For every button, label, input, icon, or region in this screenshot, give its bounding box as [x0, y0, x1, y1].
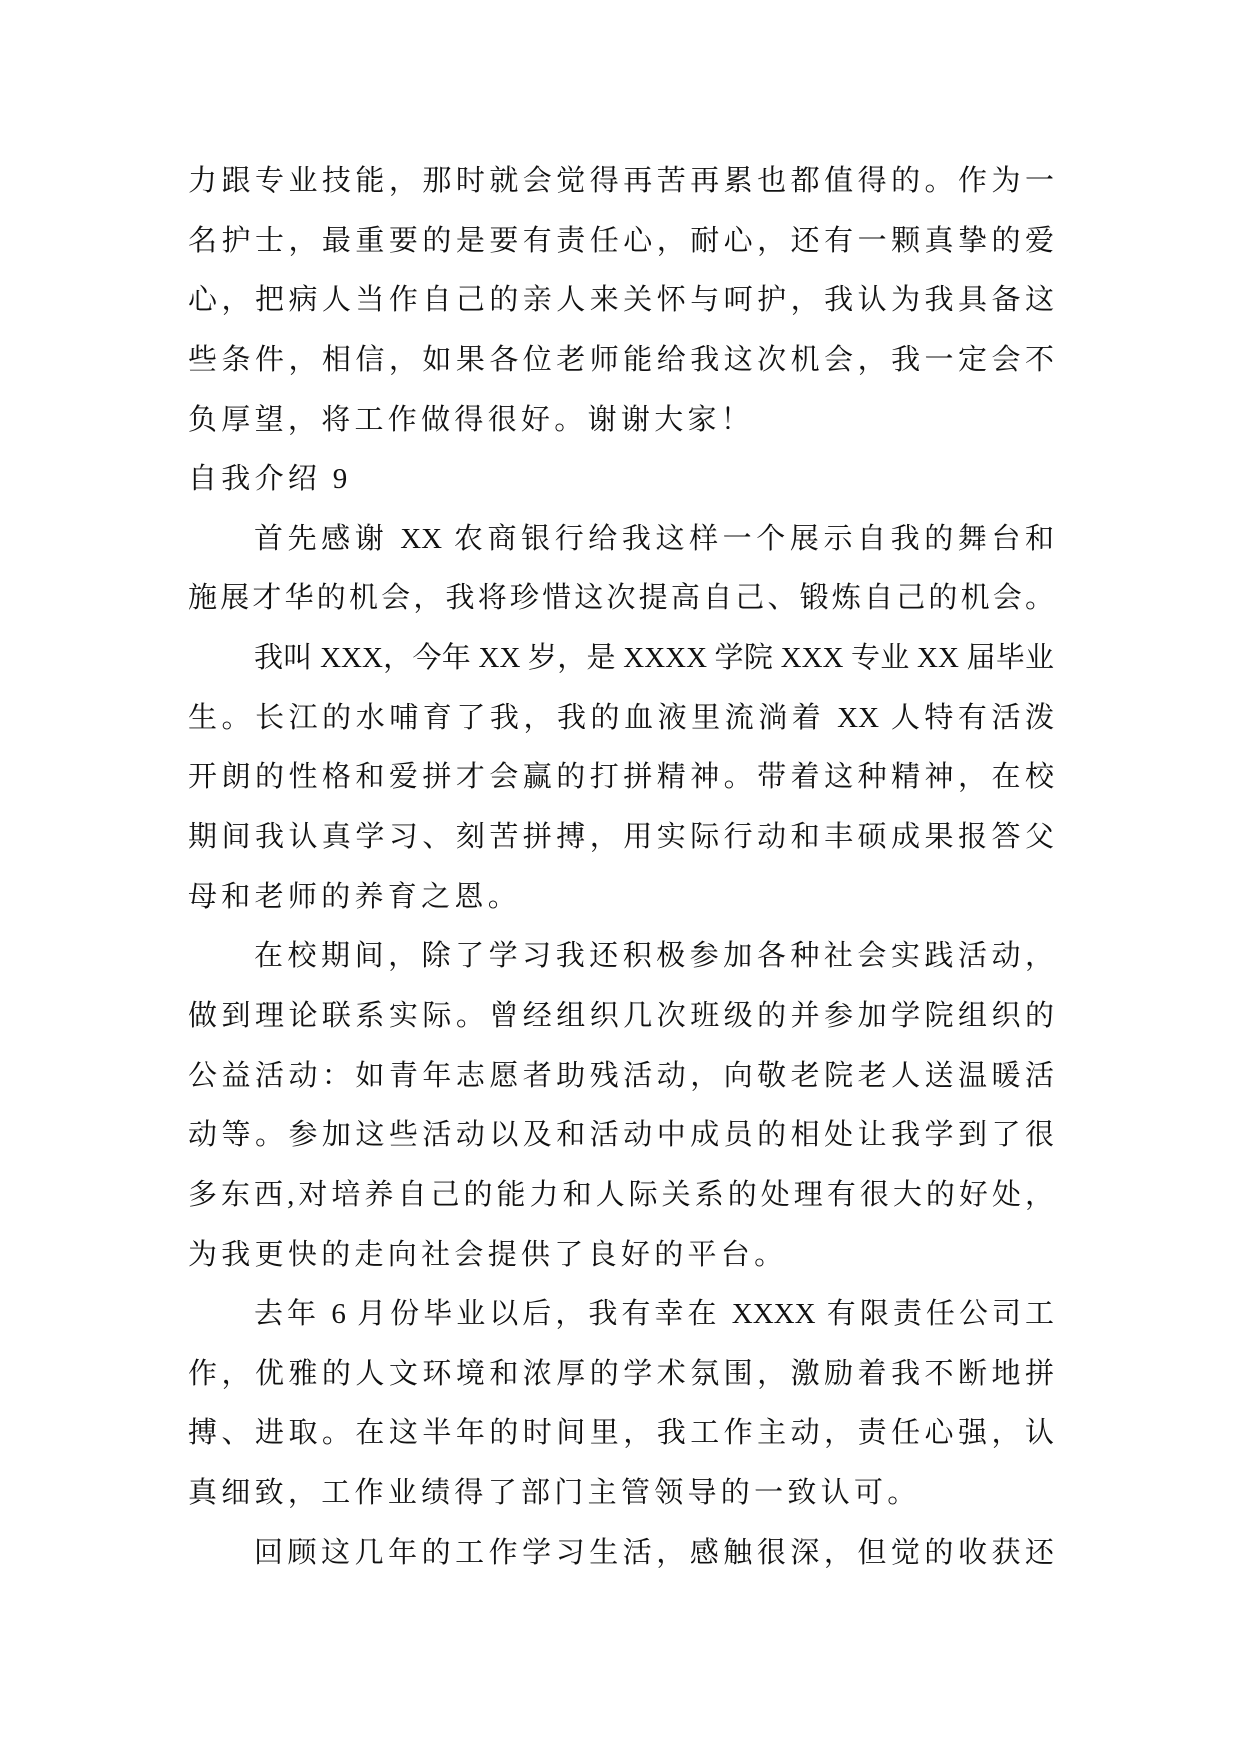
- text-line: 开朗的性格和爱拼才会赢的打拼精神。带着这种精神，在校: [188, 761, 1054, 794]
- text-line: 名护士，最重要的是要有责任心，耐心，还有一颗真挚的爱: [188, 224, 1054, 257]
- text-line: 动等。参加这些活动以及和活动中成员的相处让我学到了很: [188, 1119, 1054, 1152]
- paragraph: [188, 1524, 1054, 1584]
- text-line: 为我更快的走向社会提供了良好的平台。: [188, 1238, 788, 1271]
- text-line: 我叫 XXX，今年 XX 岁，是 XXXX 学院 XXX 专业 XX 届毕业: [254, 642, 1054, 675]
- text-line: 负厚望，将工作做得很好。谢谢大家！: [188, 403, 755, 436]
- text-line: 作，优雅的人文环境和浓厚的学术氛围，激励着我不断地拼: [188, 1357, 1054, 1390]
- text-line: 力跟专业技能，那时就会觉得再苦再累也都值得的。作为一: [188, 165, 1054, 197]
- text-line: 去年 6 月份毕业以后，我有幸在 XXXX 有限责任公司工: [254, 1298, 1054, 1331]
- text-line: 生。长江的水哺育了我，我的血液里流淌着 XX 人特有活泼: [188, 701, 1054, 734]
- document-body: [188, 152, 1054, 1583]
- text-line: 做到理论联系实际。曾经组织几次班级的并参加学院组织的: [188, 999, 1054, 1032]
- text-line: 施展才华的机会，我将珍惜这次提高自己、锻炼自己的机会。: [188, 582, 1054, 615]
- paragraph-continued: [188, 152, 1054, 450]
- paragraph: [188, 927, 1054, 1285]
- text-line: 真细致，工作业绩得了部门主管领导的一致认可。: [188, 1477, 921, 1510]
- text-line: 多东西,对培养自己的能力和人际关系的处理有很大的好处，: [188, 1178, 1054, 1211]
- text-line: 期间我认真学习、刻苦拼搏，用实际行动和丰硕成果报答父: [188, 821, 1054, 854]
- text-line: 心，把病人当作自己的亲人来关怀与呵护，我认为我具备这: [188, 284, 1054, 317]
- paragraph: [188, 510, 1054, 629]
- section-title: 自我介绍 9: [188, 463, 352, 496]
- text-line: 回顾这几年的工作学习生活，感触很深，但觉的收获还: [254, 1536, 1054, 1569]
- text-line: 在校期间，除了学习我还积极参加各种社会实践活动，: [254, 940, 1054, 973]
- text-line: 母和老师的养育之恩。: [188, 880, 522, 913]
- paragraph: [188, 629, 1054, 927]
- text-line: 些条件，相信，如果各位老师能给我这次机会，我一定会不: [188, 343, 1054, 376]
- text-line: 公益活动：如青年志愿者助残活动，向敬老院老人送温暖活: [188, 1059, 1054, 1092]
- text-line: 首先感谢 XX 农商银行给我这样一个展示自我的舞台和: [254, 522, 1054, 555]
- paragraph: [188, 1285, 1054, 1524]
- text-line: 搏、进取。在这半年的时间里，我工作主动，责任心强，认: [188, 1417, 1054, 1450]
